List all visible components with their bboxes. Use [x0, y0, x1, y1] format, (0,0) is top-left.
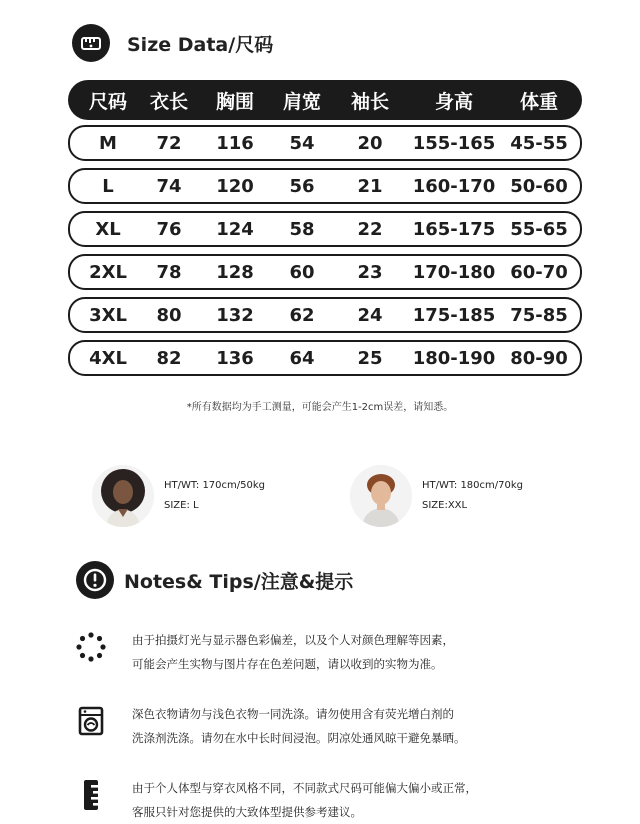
cell-height: 165-175: [412, 218, 496, 240]
cell-weight: 55-65: [510, 218, 568, 240]
tip-washing-text: [132, 702, 466, 750]
size-row-2xl: [68, 254, 582, 290]
cell-size: 2XL: [89, 261, 127, 283]
header-sleeve: 袖长: [350, 90, 390, 113]
notes-section-header: [76, 561, 353, 599]
exclamation-icon: [76, 561, 114, 599]
tip-fit: [76, 776, 477, 824]
cell-shoulder: 54: [289, 132, 315, 154]
tip-line: 深色衣物请勿与浅色衣物一同洗涤。请勿使用含有荧光增白剂的: [132, 707, 454, 721]
tip-color-difference-text: [132, 628, 454, 676]
male-model-info: [422, 476, 523, 516]
cell-size: M: [99, 132, 117, 154]
size-section-header: [72, 24, 273, 62]
cell-sleeve: 23: [357, 261, 383, 283]
cell-height: 180-190: [412, 347, 496, 369]
size-section-title: Size Data/尺码: [127, 33, 274, 56]
size-row-xl: [68, 211, 582, 247]
cell-sleeve: 21: [357, 175, 383, 197]
cell-height: 170-180: [412, 261, 496, 283]
cell-shoulder: 60: [289, 261, 315, 283]
female-model-info: [164, 476, 265, 516]
ruler-tape-icon: [72, 24, 110, 62]
cell-shoulder: 62: [289, 304, 315, 326]
cell-weight: 75-85: [510, 304, 568, 326]
header-height: 身高: [434, 90, 474, 113]
measure-ruler-icon: [76, 780, 106, 810]
model-card-male: [350, 465, 523, 527]
header-shoulder: 肩宽: [282, 90, 322, 113]
cell-size: XL: [95, 218, 121, 240]
tip-line: 由于个人体型与穿衣风格不同，不同款式尺码可能偏大偏小或正常，: [132, 781, 477, 795]
cell-size: 3XL: [89, 304, 127, 326]
male-model-size: SIZE:XXL: [422, 500, 468, 511]
female-model-size: SIZE: L: [164, 500, 199, 511]
tip-fit-text: [132, 776, 477, 824]
female-model-avatar: [92, 465, 154, 527]
cell-sleeve: 20: [357, 132, 383, 154]
size-row-m: [68, 125, 582, 161]
model-card-female: [92, 465, 265, 527]
cell-sleeve: 22: [357, 218, 383, 240]
cell-chest: 116: [216, 132, 254, 154]
cell-size: 4XL: [89, 347, 127, 369]
cell-shoulder: 64: [289, 347, 315, 369]
measurement-footnote: *所有数据均为手工测量，可能会产生1-2cm误差，请知悉。: [186, 402, 454, 413]
dotted-circle-icon: [76, 632, 106, 662]
header-size: 尺码: [88, 90, 128, 113]
cell-weight: 80-90: [510, 347, 568, 369]
cell-height: 160-170: [412, 175, 496, 197]
male-model-ht-wt: HT/WT: 180cm/70kg: [422, 480, 524, 491]
cell-chest: 128: [216, 261, 254, 283]
header-chest: 胸围: [215, 90, 255, 113]
tip-line: 洗涤剂洗涤。请勿在水中长时间浸泡。阴凉处通风晾干避免暴晒。: [132, 731, 466, 745]
cell-chest: 132: [216, 304, 254, 326]
cell-size: L: [102, 175, 114, 197]
cell-length: 74: [156, 175, 182, 197]
tip-line: 由于拍摄灯光与显示器色彩偏差，以及个人对颜色理解等因素，: [132, 633, 454, 647]
cell-height: 155-165: [412, 132, 496, 154]
female-model-ht-wt: HT/WT: 170cm/50kg: [164, 480, 266, 491]
washing-machine-icon: [76, 706, 106, 736]
tip-color-difference: [76, 628, 454, 676]
cell-length: 72: [156, 132, 182, 154]
size-row-l: [68, 168, 582, 204]
cell-weight: 60-70: [510, 261, 568, 283]
cell-shoulder: 56: [289, 175, 315, 197]
cell-weight: 50-60: [510, 175, 568, 197]
cell-shoulder: 58: [289, 218, 315, 240]
cell-weight: 45-55: [510, 132, 568, 154]
size-table-header: [68, 80, 582, 120]
cell-length: 76: [156, 218, 182, 240]
cell-chest: 120: [216, 175, 254, 197]
cell-sleeve: 25: [357, 347, 383, 369]
header-weight: 体重: [519, 90, 559, 113]
tip-line: 客服只针对您提供的大致体型提供参考建议。: [132, 805, 362, 819]
cell-length: 82: [156, 347, 182, 369]
notes-section-title: Notes& Tips/注意&提示: [124, 570, 354, 593]
cell-chest: 136: [216, 347, 254, 369]
cell-sleeve: 24: [357, 304, 383, 326]
tip-washing: [76, 702, 466, 750]
male-model-avatar: [350, 465, 412, 527]
size-row-3xl: [68, 297, 582, 333]
header-length: 衣长: [149, 90, 189, 113]
cell-height: 175-185: [412, 304, 496, 326]
cell-length: 78: [156, 261, 182, 283]
cell-chest: 124: [216, 218, 254, 240]
tip-line: 可能会产生实物与图片存在色差问题，请以收到的实物为准。: [132, 657, 443, 671]
size-row-4xl: [68, 340, 582, 376]
cell-length: 80: [156, 304, 182, 326]
